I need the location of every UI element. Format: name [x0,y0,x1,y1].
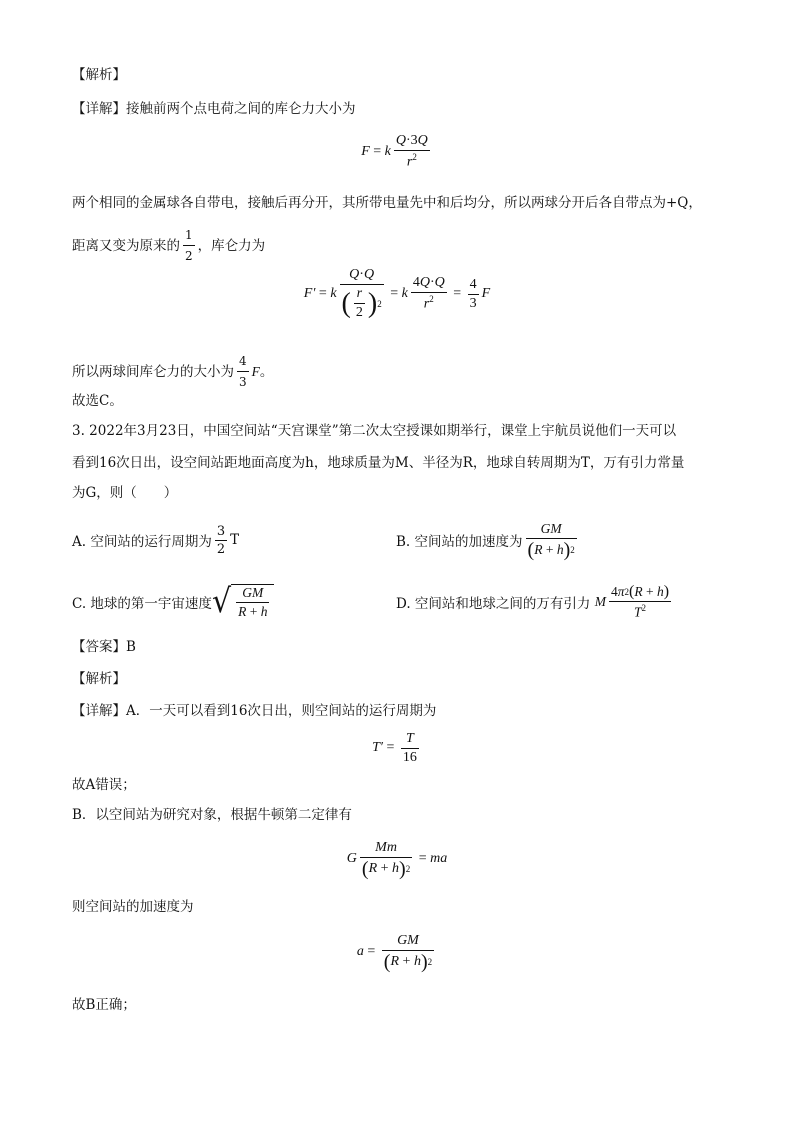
a-wrong: 故A错误； [72,777,136,793]
answer-label: 【答案】B [72,639,136,655]
detail-b: B．以空间站为研究对象，根据牛顿第二定律有 [72,807,352,823]
option-d: D. 空间站和地球之间的万有引力 M 4 π 2 ( R + h ) $T^2$ [396,582,670,620]
option-b: B. 空间站的加速度为 GM ( R + h ) 2 [396,520,575,561]
question-3-line-3: 为G，则（ ） [72,485,178,501]
option-a: A. 空间站的运行周期为 $\frac{3}{2}$ T [72,523,240,557]
paragraph-distance: 距离又变为原来的 $\frac{1}{2}$ ，库仑力为 [72,228,266,263]
acceleration-intro: 则空间站的加速度为 [72,899,194,915]
analysis-label-2: 【解析】 [72,671,126,687]
formula-period: T′ = $\frac{T}{16}$ [372,730,417,765]
paragraph-charge-share: 两个相同的金属球各自带电，接触后再分开，其所带电量先中和后均分，所以两球分开后各自带点为+Q， [72,195,702,211]
paragraph-conclusion: 所以两球间库仑力的大小为 $\frac{4}{3}$ F 。 [72,354,274,389]
detail-intro: 【详解】接触前两个点电荷之间的库仑力大小为 [72,101,356,117]
detail-a: 【详解】A．一天可以看到16次日出，则空间站的运行周期为 [72,703,437,719]
option-c: C. 地球的第一宇宙速度 √ $\frac{GM}{R + h}$ [72,578,274,626]
question-3-line-2: 看到16次日出，设空间站距地面高度为h，地球质量为M、半径为R，地球自转周期为T，万有引力常量 [72,455,685,471]
question-3-line-1: 3. 2022年3月23日，中国空间站“天宫课堂”第二次太空授课如期举行，课堂上宇航员说他们一天可以 [72,423,677,439]
formula-coulomb-after: F′ = k Q·Q ( $\frac{r}{2}$ ) 2 = k $\frac{4Q\cdot Q}{r^2}$ = $\frac{4}{3}$ F [303,267,491,320]
b-correct: 故B正确； [72,997,136,1013]
analysis-label: 【解析】 [72,67,126,83]
formula-acceleration: a = GM ( R + h ) 2 [356,932,433,973]
choice-c-result: 故选C。 [72,393,123,409]
formula-newton: G Mm ( R + h ) 2 = ma [346,839,448,880]
formula-coulomb-before: F = k $\frac{Q\cdot 3Q}{r^2}$ [361,133,428,170]
